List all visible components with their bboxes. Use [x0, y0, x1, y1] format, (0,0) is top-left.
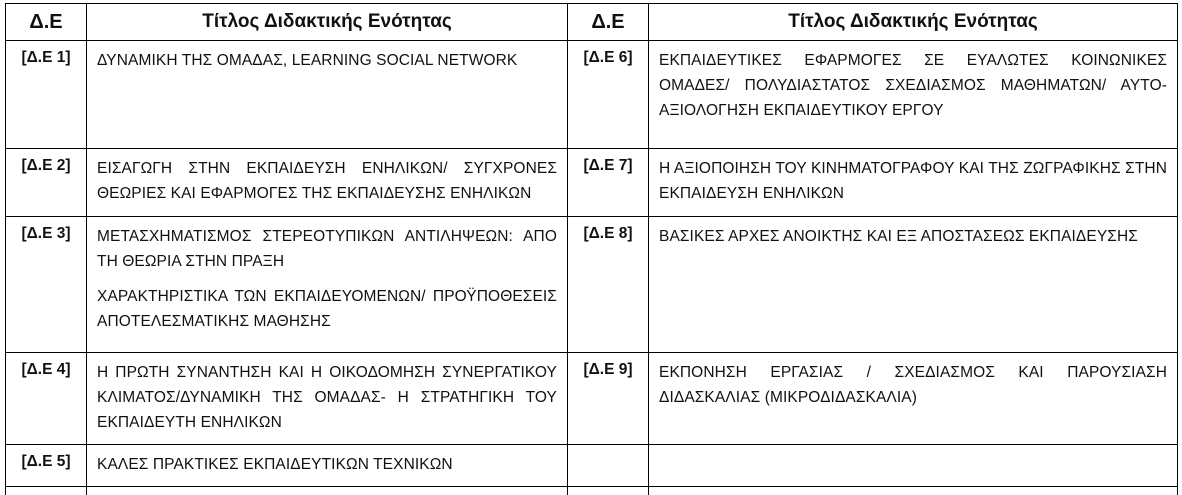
partial-cell	[649, 487, 1178, 495]
table-row	[6, 41, 1178, 149]
table-row-partial	[6, 487, 1178, 495]
partial-cell	[6, 487, 87, 495]
unit-title-cell	[87, 41, 568, 149]
unit-title-cell	[87, 217, 568, 353]
unit-title-text: Η ΠΡΩΤΗ ΣΥΝΑΝΤΗΣΗ ΚΑΙ Η ΟΙΚΟΔΟΜΗΣΗ ΣΥΝΕΡΓΑΤΙΚΟΥ ΚΛΙΜΑΤΟΣ/ΔΥΝΑΜΙΚΗ ΤΗΣ ΟΜΑΔΑΣ- Η ΣΤΡΑΤΗΓΙΚΗ ΤΟΥ ΕΚΠΑΙΔΕΥΤΗ ΕΝΗΛΙΚΩΝ	[97, 360, 557, 435]
table-row	[6, 217, 1178, 353]
unit-title-cell-empty	[649, 445, 1178, 487]
unit-title-cell	[649, 41, 1178, 149]
partial-cell	[87, 487, 568, 495]
unit-code-cell: [Δ.Ε 2]	[6, 149, 87, 217]
unit-title-text: ΚΑΛΕΣ ΠΡΑΚΤΙΚΕΣ ΕΚΠΑΙΔΕΥΤΙΚΩΝ ΤΕΧΝΙΚΩΝ	[97, 452, 557, 477]
unit-code-cell: [Δ.Ε 3]	[6, 217, 87, 353]
unit-title-text: ΕΙΣΑΓΩΓΗ ΣΤΗΝ ΕΚΠΑΙΔΕΥΣΗ ΕΝΗΛΙΚΩΝ/ ΣΥΓΧΡΟΝΕΣ ΘΕΩΡΙΕΣ ΚΑΙ ΕΦΑΡΜΟΓΕΣ ΤΗΣ ΕΚΠΑΙΔΕΥΣΗΣ ΕΝΗΛΙΚΩΝ	[97, 156, 557, 206]
unit-title-text: Η ΑΞΙΟΠΟΙΗΣΗ ΤΟΥ ΚΙΝΗΜΑΤΟΓΡΑΦΟΥ ΚΑΙ ΤΗΣ ΖΩΓΡΑΦΙΚΗΣ ΣΤΗΝ ΕΚΠΑΙΔΕΥΣΗ ΕΝΗΛΙΚΩΝ	[659, 156, 1167, 206]
unit-code-cell: [Δ.Ε 7]	[568, 149, 649, 217]
unit-title-text: ΜΕΤΑΣΧΗΜΑΤΙΣΜΟΣ ΣΤΕΡΕΟΤΥΠΙΚΩΝ ΑΝΤΙΛΗΨΕΩΝ: ΑΠΟ ΤΗ ΘΕΩΡΙΑ ΣΤΗΝ ΠΡΑΞΗ	[97, 224, 557, 274]
header-code-left: Δ.Ε	[6, 4, 87, 41]
table-row	[6, 445, 1178, 487]
unit-code-cell: [Δ.Ε 1]	[6, 41, 87, 149]
teaching-units-table	[5, 3, 1178, 495]
unit-title-cell	[87, 149, 568, 217]
header-title-right: Τίτλος Διδακτικής Ενότητας	[649, 4, 1178, 41]
unit-code-cell: [Δ.Ε 6]	[568, 41, 649, 149]
unit-title-cell	[649, 149, 1178, 217]
unit-code-cell: [Δ.Ε 5]	[6, 445, 87, 487]
unit-title-text: ΕΚΠΟΝΗΣΗ ΕΡΓΑΣΙΑΣ / ΣΧΕΔΙΑΣΜΟΣ ΚΑΙ ΠΑΡΟΥΣΙΑΣΗ ΔΙΔΑΣΚΑΛΙΑΣ (ΜΙΚΡΟΔΙΔΑΣΚΑΛΙΑ)	[659, 360, 1167, 410]
header-code-right: Δ.Ε	[568, 4, 649, 41]
unit-title-text: ΧΑΡΑΚΤΗΡΙΣΤΙΚΑ ΤΩΝ ΕΚΠΑΙΔΕΥΟΜΕΝΩΝ/ ΠΡΟΫΠΟΘΕΣΕΙΣ ΑΠΟΤΕΛΕΣΜΑΤΙΚΗΣ ΜΑΘΗΣΗΣ	[97, 284, 557, 334]
unit-title-cell	[87, 353, 568, 445]
unit-title-cell	[649, 353, 1178, 445]
unit-title-cell	[87, 445, 568, 487]
partial-cell	[568, 487, 649, 495]
table-header-row	[6, 4, 1178, 41]
unit-code-cell: [Δ.Ε 4]	[6, 353, 87, 445]
header-title-left: Τίτλος Διδακτικής Ενότητας	[87, 4, 568, 41]
unit-code-cell: [Δ.Ε 8]	[568, 217, 649, 353]
unit-code-cell-empty	[568, 445, 649, 487]
table-row	[6, 149, 1178, 217]
unit-code-cell: [Δ.Ε 9]	[568, 353, 649, 445]
unit-title-text: ΔΥΝΑΜΙΚΗ ΤΗΣ ΟΜΑΔΑΣ, LEARNING SOCIAL NETWORK	[97, 48, 557, 73]
unit-title-text: ΕΚΠΑΙΔΕΥΤΙΚΕΣ ΕΦΑΡΜΟΓΕΣ ΣΕ ΕΥΑΛΩΤΕΣ ΚΟΙΝΩΝΙΚΕΣ ΟΜΑΔΕΣ/ ΠΟΛΥΔΙΑΣΤΑΤΟΣ ΣΧΕΔΙΑΣΜΟΣ ΜΑΘΗΜΑΤΩΝ/ ΑΥΤΟ-ΑΞΙΟΛΟΓΗΣΗ ΕΚΠΑΙΔΕΥΤΙΚΟΥ ΕΡΓΟΥ	[659, 48, 1167, 123]
unit-title-text: ΒΑΣΙΚΕΣ ΑΡΧΕΣ ΑΝΟΙΚΤΗΣ ΚΑΙ ΕΞ ΑΠΟΣΤΑΣΕΩΣ ΕΚΠΑΙΔΕΥΣΗΣ	[659, 224, 1167, 249]
unit-title-cell	[649, 217, 1178, 353]
table-row	[6, 353, 1178, 445]
